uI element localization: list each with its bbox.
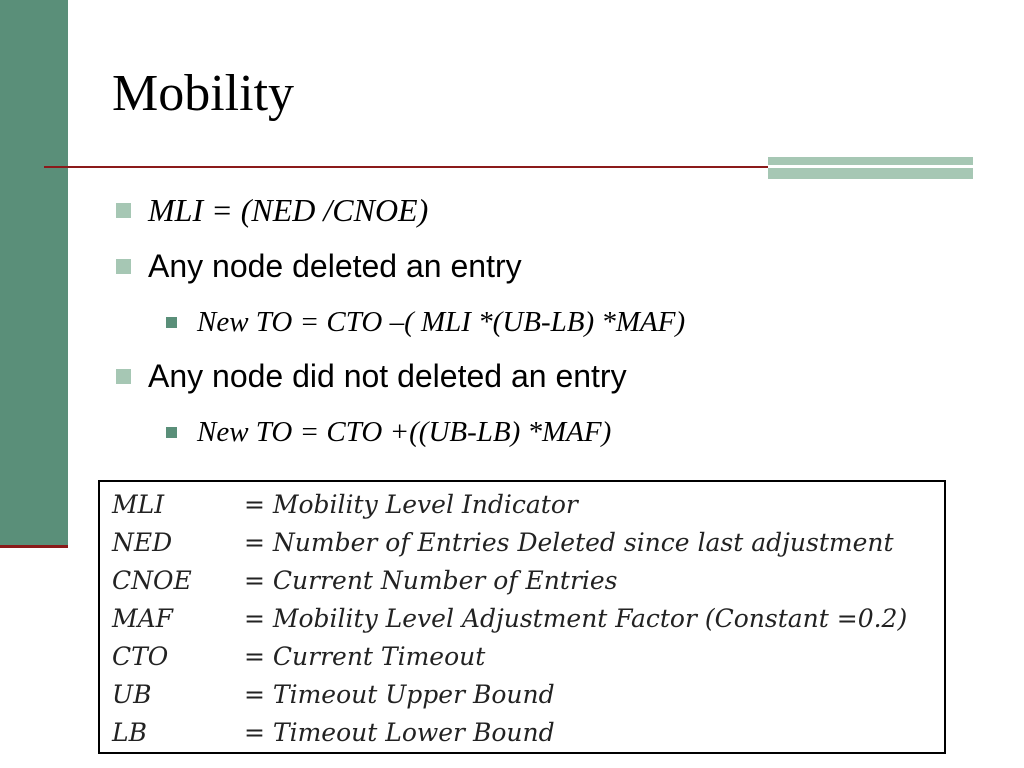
legend-definition: = Mobility Level Adjustment Factor (Constant =0.2) <box>244 604 908 633</box>
sub-bullet-square-icon <box>166 427 177 438</box>
bullet-square-icon <box>116 259 131 274</box>
sub-bullet-item <box>166 416 611 449</box>
bullet-square-icon <box>116 203 131 218</box>
accent-bar-line <box>768 165 973 168</box>
legend-definition: = Timeout Lower Bound <box>244 718 555 747</box>
sub-bullet-text: New TO = CTO –( MLI *(UB-LB) *MAF) <box>197 306 686 338</box>
legend-abbreviation: NED <box>112 528 173 557</box>
legend-definition: = Mobility Level Indicator <box>244 490 578 519</box>
abbreviation-legend-box <box>98 480 946 754</box>
legend-definition: = Current Number of Entries <box>244 566 618 595</box>
bullet-text: Any node did not deleted an entry <box>148 358 627 394</box>
legend-row <box>112 642 485 671</box>
accent-bar-decoration <box>768 157 973 179</box>
bullet-square-icon <box>116 369 131 384</box>
legend-definition: = Current Timeout <box>244 642 486 671</box>
legend-definition: = Number of Entries Deleted since last adjustment <box>244 528 894 557</box>
bullet-text: Any node deleted an entry <box>148 248 522 284</box>
legend-row <box>112 604 907 633</box>
sub-bullet-square-icon <box>166 317 177 328</box>
legend-definition: = Timeout Upper Bound <box>244 680 555 709</box>
legend-abbreviation: CTO <box>112 642 169 671</box>
legend-abbreviation: MLI <box>112 490 165 519</box>
legend-row <box>112 528 894 557</box>
bullet-item <box>116 248 522 285</box>
bullet-item <box>116 192 428 229</box>
bullet-item <box>116 358 627 395</box>
sub-bullet-item <box>166 306 685 339</box>
sub-bullet-text: New TO = CTO +((UB-LB) *MAF) <box>197 416 612 448</box>
legend-row <box>112 566 618 595</box>
bullet-text: MLI = (NED /CNOE) <box>148 192 429 228</box>
side-band-decoration <box>0 0 68 545</box>
legend-abbreviation: MAF <box>112 604 173 633</box>
legend-row <box>112 490 578 519</box>
legend-abbreviation: LB <box>112 718 147 747</box>
legend-row <box>112 680 555 709</box>
legend-abbreviation: CNOE <box>112 566 192 595</box>
slide-title: Mobility <box>112 65 295 122</box>
legend-abbreviation: UB <box>112 680 152 709</box>
side-band-rule <box>0 545 68 548</box>
legend-row <box>112 718 555 747</box>
